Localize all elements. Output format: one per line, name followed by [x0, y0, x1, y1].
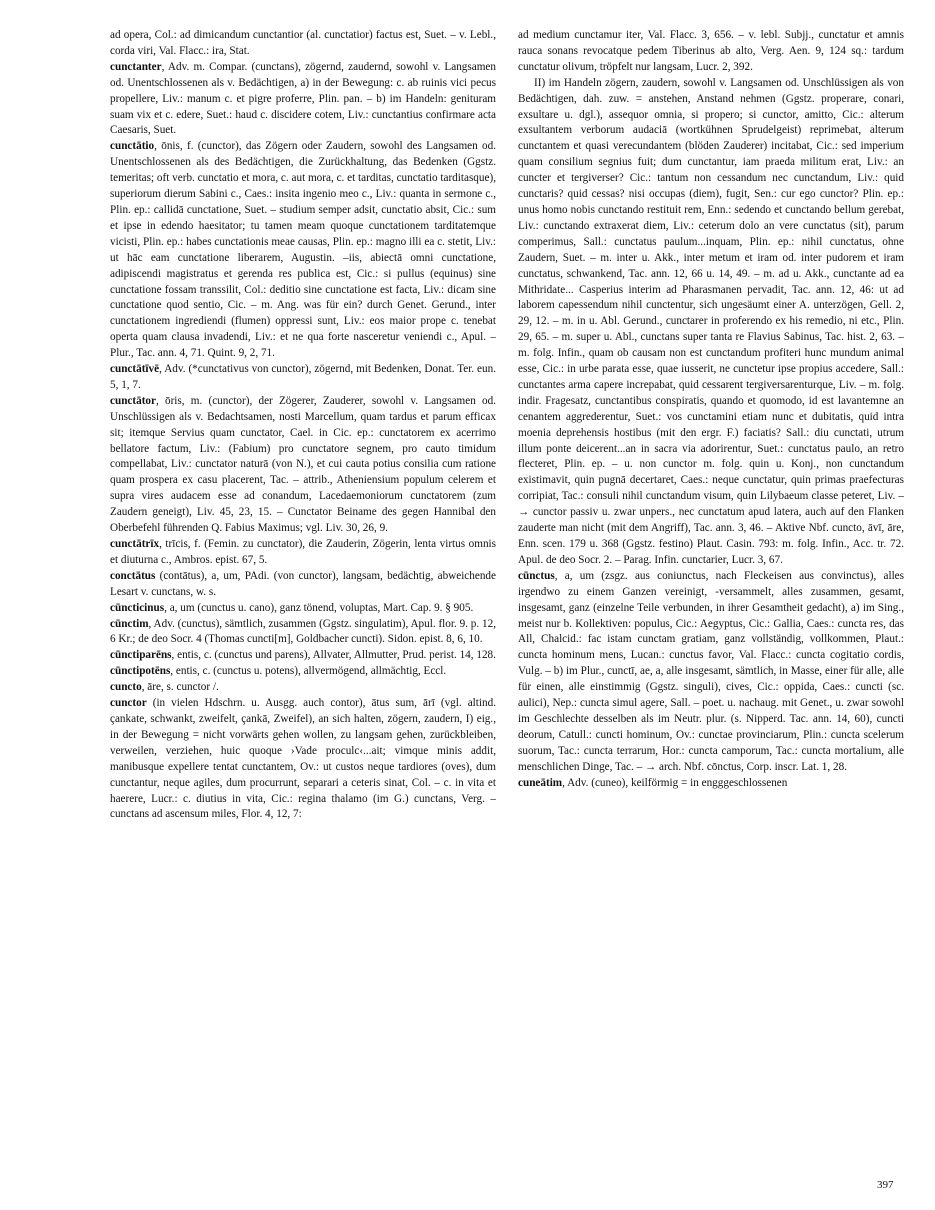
entry-cunctor-cont: ad medium cunctamur iter, Val. Flacc. 3, 656. – v. lebl. Subjj., cunctatur et amnis rauca sonans revocatque pedem Tiberinus ab alto, Verg. Aen. 9, 124 sq.: tardum cunctatur olivum, tröpfelt nur langsam, Lucr. 2, 392. [518, 29, 904, 73]
headword: cuneātim [518, 776, 563, 789]
entry-cunctator: cunctātor, ōris, m. (cunctor), der Zögerer, Zauderer, sowohl v. Langsamen od. Unschlüssigen als v. Bedachtsamen, nosti Marcellum, quam tardus et parum efficax sit; itemque Servius quam cunctator, Cael. in Cic. ep.: cunctatorem ex acerrimo bellatore factum, Liv.: (Fabium) pro cunctatore segnem, pro cauto timidum compellabat, Liv.: cunctator naturā (von N.), et cui cauta potius consilia cum ratione quam prospera ex casu placerent, Tac. – attrib., Atheniensium populum celerem et supra vires audacem esse ad conandum, Lacedaemoniorum cunctatorem (zum Zaudern geneigt), Liv. 45, 23, 15. – Cunctator Beiname des gegen Hannibal den Oberbefehl führenden Q. Fabius Maximus; vgl. Liv. 30, 26, 9. [110, 394, 496, 535]
entry-cuncticinus: cūncticinus, a, um (cunctus u. cano), ganz tönend, voluptas, Mart. Cap. 9. § 905. [110, 601, 474, 614]
left-column [110, 28, 496, 823]
headword: cunctātrīx [110, 538, 160, 550]
headword: cūnctiparēns [110, 649, 172, 662]
headword: cūnctipotēns [110, 665, 171, 678]
headword: cunctor [110, 697, 147, 710]
entry-cunctus: cūnctus, a, um (zsgz. aus coniunctus, nach Fleckeisen aus convinctus), alles irgendwo zu einem Ganzen vereinigt, -versammelt, alles zusammen, gesamt, insgesamt, ganz (einzelne Teile verbunden, in ihrer Gesamtheit gedacht), a) im Sing., meist nur b. Kollektiven: populus, Cic.: Aegyptus, Cic.: Gallia, Caes.: cuncta res, das All, Chalcid.: fac istam cunctam gratiam, ganz vollständig, vollkommen, Plaut.: cuncta hominum mens, Lucan.: cunctus favor, Val. Flacc.: cuncta cogitatio cordis, Vulg. – b) im Plur., cunctī, ae, a, alle insgesamt, sämtlich, in Masse, einer für alle, alle für einen, alle einstimmig (Ggstz. singuli), cives, Cic.: oppida, Caes.: cuncti (sc. aulici), Nep.: cuncta simul agere, Sall. – poet. u. nachaug. mit Genet., u. zwar sowohl im Geschlechte desselben als im Neutr. plur. (s. Nipperd. Tac. ann. 14, 60), cuncti deorum, Catull.: cuncti hominum, Ov.: cunctae provinciarum, Plin.: cuncta scelerum suorum, Tac.: cuncta terrarum, Hor.: cuncta camporum, Tac.: cuncta mortalium, alle menschlichen Dinge, Tac. – → arch. Nbf. cōnctus, Corp. inscr. Lat. 1, 28. [518, 569, 904, 773]
entry-cunctor-section-ii: II) im Handeln zögern, zaudern, sowohl v. Langsamen od. Unschlüssigen als von Bedächtigen, dah. zuw. = anstehen, Anstand nehmen (Ggstz. properare, conari, exsultare u. dgl.), assequor omnia, si propero; si cunctor, amitto, Cic.: alterum exsultantem verborum audaciā (wortkühnen Sprudelgeist) reprimebat, alterum cunctantem et quasi verecundantem (blöden Zauderer) incitabat, Cic.: sed imperium quam consilium segnius fuit; dum cunctantur, iam praeda militum erat, Liv.: an cuncter et tergiverser? Cic.: tantum non cessandum nec cunctandum, Liv.: quid cunctaris? quid cessas? nisi occupas (diem), fugit, Sen.: cur ego cunctor? Plin. ep.: unus homo nobis cunctando restituit rem, Enn.: sedendo et cunctando bellum gerebat, Liv.: cunctando extraxerat diem, Liv.: ceterum dolo an vere cunctatus (sit), parum comperimus, Sall.: cunctatus paulum...inquam, Plin. ep.: nihil cunctatus, ohne Zaudern, Suet. – m. inter u. Akk., inter metum et iram od. inter pudorem et iram cunctatus, schwankend, Tac. ann. 12, 66 u. 14, 49. – m. ad u. Akk., cunctante ad ea Mithridate... Casperius interim ad Pharasmanen pervadit, Tac. ann. 12, 46: ut ad laborem capessendum nihil cunctentur, sich ungesäumt einer A. unterzögen, Gell. 2, 29, 12. – m. in u. Abl. Gerund., cunctarer in proferendo ex his remedio, ni etc., Plin. 29, 65. – m. super u. Abl., cunctans super tanta re Flavius Sabinus, Tac. hist. 2, 63. – m. folg. Infin., quam ob causam non est cunctandum profiteri hunc mundum animal esse, Cic.: in urbe parata esse, quae iusserit, ne cunctetur ipse propius accedere, Sall.: cunctantes arma capere increpabat, quid cessarent tergiversarenturque, Liv. – m. folg. indir. Fragesatz, cunctantibus conspiratis, quando et quomodo, id est lavantemne an cenantem aggrederentur, Suet.: vos cunctamini etiam nunc et dubitatis, quid intra moenia deprehensis hostibus (mit den ergr. F.) faciatis? Sall.: diu cunctati, utrum illum ponte deicerent...an in sacra via adorirentur, Suet.: cunctatus paulo, an retro flecteret, Plin. ep. – u. non cunctor m. folg. quin u. Konj., non cunctandum existimavit, quin pugnā decertaret, Caes.: neque cunctatur, quin primas praefecturas corripiat, Tac.: consuli nihil cunctandum visum, quin Lilybaeum classe peteret, Liv. – → cunctor passiv u. zwar unpers., nec cunctatum apud latera, auch auf den Flanken zauderte man nicht (mit dem Angriff), Tac. ann. 3, 46. – Aktive Nbf. cuncto, āvī, āre, Enn. scen. 179 u. 368 (Ggstz. festino) Plaut. Casin. 793: m. folg. Infin., Acc. tr. 72. Apul. de deo Socr. 2. – Parag. Infin. cunctarier, Lucr. 3, 67. [518, 76, 904, 566]
entry-cunctipotens: cūnctipotēns, entis, c. (cunctus u. potens), allvermögend, allmächtig, Eccl. [110, 665, 447, 678]
headword: cūncticinus [110, 601, 165, 614]
entry-cunctim: cūnctim, Adv. (cunctus), sämtlich, zusammen (Ggstz. singulatim), Apul. flor. 9. p. 12, 6 Kr.; de deo Socr. 4 (Thomas cuncti[m], Goldbacher cuncti). Sidon. epist. 8, 6, 10. [110, 617, 496, 646]
headword: cunctātor [110, 394, 156, 407]
headword: conctātus [110, 569, 156, 582]
right-column [518, 28, 904, 792]
entry-cunctiparens: cūnctiparēns, entis, c. (cunctus und parens), Allvater, Allmutter, Prud. perist. 14, 128. [110, 649, 496, 662]
entry-cunctatio: cunctātio, ōnis, f. (cunctor), das Zögern oder Zaudern, sowohl des Langsamen od. Unentschlossenen als des Bedächtigen, die Zurückhaltung, das Bedenken (Ggstz. temeritas; oft verb. cunctatio et mora, c. aut mora, c. et tarditas, cunctatio tarditasque), superiorum dierum Sabini c., Caes.: insita ingenio meo c., Liv.: quanta in sermone c., Plin. ep.: callidā cunctatione, Suet. – studium semper adsit, cunctatio absit, Cic.: sum et ipse in edendo haesitator; tu tamen meam quoque cunctationem tarditatemque vicisti, Plin. ep.: habes cunctationis meae causas, Plin. ep.: magno illi ea c. stetit, Liv.: ut hāc eam cunctatione liberarem, Augustin. –iis, abiectā omni cunctatione, adipiscendi magistratus et gerenda res publica est, Cic.: si pullus (equinus) sine cunctatione fossam transsilit, Col.: deditio sine cunctatione est facta, Liv.: dicam sine cunctatione quod sentio, Cic. – m. Ang. was für ein? durch Genet. Gerund., inter cunctationem ingrediendi (flumen) oppressi sunt, Liv.: eos maior prope c. tenebat operta quam clausa invadendi, Liv.: et ne qua forte nasceretur veniendi c., Apul. – Plur., Tac. ann. 4, 71. Quint. 9, 2, 71. [110, 140, 496, 360]
entry-cunctatrix: cunctātrīx, trīcis, f. (Femin. zu cunctator), die Zauderin, Zögerin, lenta virtus omnis et diuturna c., Ambros. epist. 67, 5. [110, 538, 496, 566]
entry-cunctanter: cunctanter, Adv. m. Compar. (cunctans), zögernd, zaudernd, sowohl v. Langsamen od. Unentschlossenen als v. Bedächtigen, a) in der Bewegung: c. ab ruinis vici pecus propellere, Liv.: manum c. et pigre proferre, Plin. pan. – b) im Handeln: genituram suam vix et c. edere, Suet.: haud c. discidere cotem, Liv.: cunctantius confirmare acta Caesaris, Suet. [110, 60, 496, 137]
headword: cūnctus [518, 569, 555, 582]
entry-cuneatim: cuneātim, Adv. (cuneo), keilförmig = in engggeschlossenen [518, 776, 788, 789]
headword: cuncto [110, 681, 142, 694]
headword: cunctātīvē [110, 363, 160, 376]
entry-0: ad opera, Col.: ad dimicandum cunctantior (al. cunctatior) factus est, Suet. – v. Lebl., corda viri, Val. Flacc.: ira, Stat. [110, 29, 496, 57]
entry-conctatus: conctātus (contātus), a, um, PAdi. (von cunctor), langsam, bedächtig, abweichende Lesart v. cunctans, w. s. [110, 569, 496, 598]
entry-cuncto: cuncto, āre, s. cunctor /. [110, 681, 219, 694]
entry-cunctative: cunctātīvē, Adv. (*cunctativus von cunctor), zögernd, mit Bedenken, Donat. Ter. eun. 5, 1, 7. [110, 363, 496, 391]
headword: cunctanter [110, 60, 162, 73]
headword: cūnctim [110, 617, 149, 630]
headword: cunctātio [110, 140, 155, 153]
entry-cunctor: cunctor (in vielen Hdschrn. u. Ausgg. auch contor), ātus sum, ārī (vgl. altind. çankate, schwankt, zweifelt, çankā, Zweifel), an sich halten, zögern, zaudern, I) eig., in der Bewegung = nicht vorwärts gehen wollen, zu langsam gehen, zurückbleiben, verweilen, verziehen, huic quoque ›Vade proculc‹...ait; vimque minis addit, manibusque expellere tentat cunctantem, Ov.: ut custos neque tardiores (oves), dum cunctantur, neque agiles, dum procurrunt, separari a ceteris sinat, Col. – c. in vita et haerere, Lucr.: c. diutius in vita, Cic.: regina thalamo (im G.) cunctans, Verg. – cunctans ad ascensum miles, Flor. 4, 12, 7: [110, 697, 496, 821]
page-number: 397 [877, 1179, 894, 1191]
